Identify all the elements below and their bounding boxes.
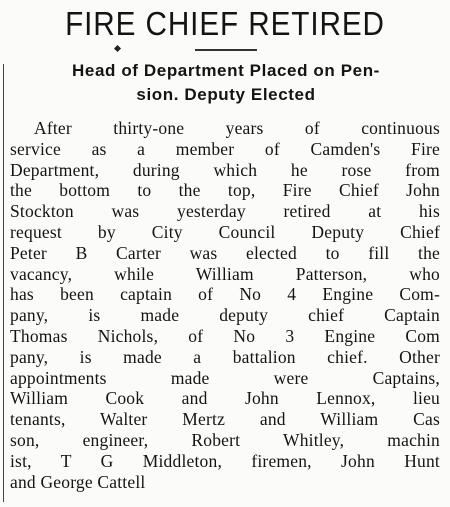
article-body bbox=[10, 118, 440, 492]
body-line: pany, is made a battalion chief. Other bbox=[10, 346, 440, 367]
subheadline bbox=[10, 59, 442, 107]
column-rule bbox=[3, 64, 4, 502]
body-line: After thirty-one years of continuous bbox=[34, 118, 440, 138]
body-line: the bottom to the top, Fire Chief John bbox=[10, 180, 440, 201]
body-line: William Cook and John Lennox, lieu bbox=[10, 388, 440, 409]
divider-ornament bbox=[114, 45, 121, 52]
body-line: appointments made were Captains, bbox=[10, 367, 440, 388]
body-line: pany, is made deputy chief Captain bbox=[10, 305, 440, 326]
body-line: has been captain of No 4 Engine Com- bbox=[10, 284, 440, 305]
headline: FIRE CHIEF RETIRED bbox=[65, 5, 385, 42]
body-line: request by City Council Deputy Chief bbox=[10, 221, 440, 242]
subheadline-line-1: Head of Department Placed on Pen- bbox=[72, 61, 380, 80]
body-line: Stockton was yesterday retired at his bbox=[10, 201, 440, 222]
body-line: Thomas Nichols, of No 3 Engine Com bbox=[10, 325, 440, 346]
body-line: service as a member of Camden's Fire bbox=[10, 138, 440, 159]
body-line: vacancy, while William Patterson, who bbox=[10, 263, 440, 284]
body-line: Department, during which he rose from bbox=[10, 159, 440, 180]
subheadline-line-2: sion. Deputy Elected bbox=[136, 85, 316, 104]
divider-line bbox=[195, 49, 257, 51]
body-line: tenants, Walter Mertz and William Cas bbox=[10, 409, 440, 430]
body-line: and George Cattell bbox=[10, 471, 146, 492]
headline-divider bbox=[109, 49, 342, 53]
body-line: ist, T G Middleton, firemen, John Hunt bbox=[10, 450, 440, 471]
body-line: Peter B Carter was elected to fill the bbox=[10, 242, 440, 263]
body-line: son, engineer, Robert Whitley, machin bbox=[10, 429, 440, 450]
